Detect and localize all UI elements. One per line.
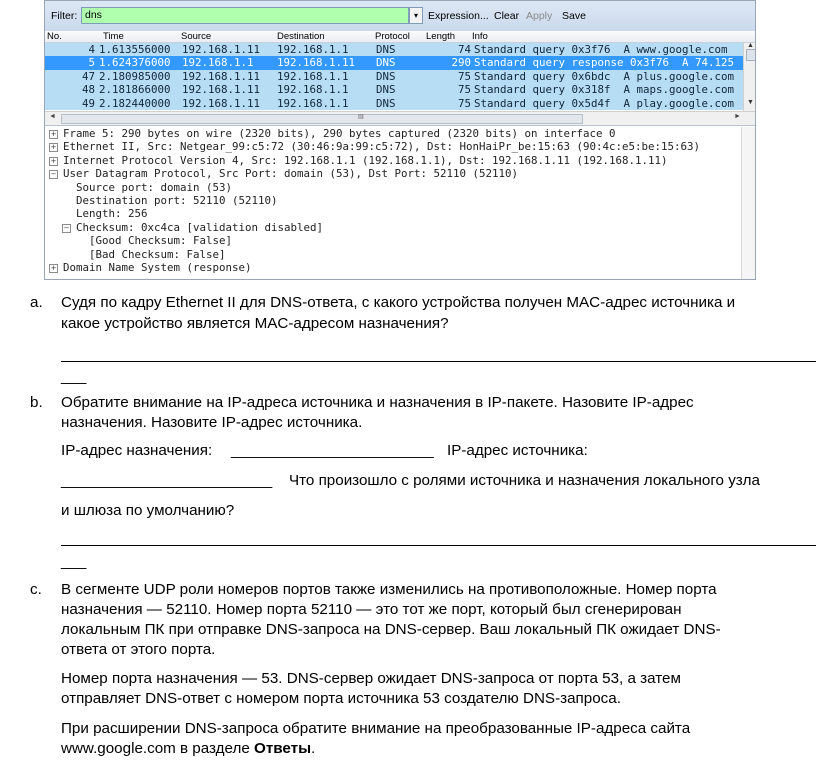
packet-info-cell: Standard query 0x318f A maps.google.com: [474, 83, 735, 97]
packet-protocol-cell: DNS: [376, 43, 396, 56]
packet-destination-cell: 192.168.1.1: [277, 43, 349, 56]
packet-list-vertical-scrollbar[interactable]: [743, 43, 756, 111]
packet-no-cell: 47: [81, 69, 95, 83]
packet-no-cell: 5: [88, 56, 95, 70]
column-header-length[interactable]: Length: [426, 31, 456, 42]
question-c-p1-line-4: ответа от этого порта.: [61, 641, 216, 658]
p3-suffix: .: [311, 740, 316, 757]
detail-tree-text: Domain Name System (response): [63, 260, 252, 274]
column-header-info[interactable]: Info: [472, 31, 488, 42]
question-c-marker: c.: [30, 581, 42, 598]
column-header-no[interactable]: No.: [47, 31, 62, 42]
question-c-p1-line-1: В сегменте UDP роли номеров портов также изменились на противоположные. Номер порта: [61, 581, 717, 598]
save-button[interactable]: Save: [562, 10, 586, 22]
packet-info-cell: Standard query 0x5d4f A play.google.com: [474, 96, 735, 110]
roles-question-line-1: Что произошло с ролями источника и назначения локального узла: [289, 472, 760, 489]
detail-tree-row[interactable]: [45, 127, 756, 140]
collapse-toggle-icon[interactable]: −: [50, 170, 57, 179]
detail-tree-text: [Good Checksum: False]: [89, 234, 233, 248]
packet-time-cell: 2.180985000: [99, 69, 171, 83]
question-b-line-2: назначения. Назовите IP-адрес источника.: [61, 414, 363, 431]
filter-label: Filter:: [51, 10, 78, 22]
packet-time-cell: 2.182440000: [99, 96, 171, 110]
detail-tree-row[interactable]: [45, 248, 756, 261]
packet-no-cell: 48: [81, 83, 95, 97]
question-a-line-1: Судя по кадру Ethernet II для DNS-ответа, с какого устройства получен MAC-адрес источника и: [61, 294, 736, 311]
detail-tree-text: [Bad Checksum: False]: [89, 247, 226, 261]
filter-dropdown-icon[interactable]: ▾: [409, 7, 423, 24]
packet-length-cell: 290: [451, 56, 471, 70]
packet-list-horizontal-scrollbar[interactable]: [45, 111, 756, 126]
roles-blank: _________________________: [61, 472, 273, 489]
column-header-protocol[interactable]: Protocol: [375, 31, 410, 42]
packet-list-header: [45, 31, 755, 43]
scroll-right-arrow-icon[interactable]: ►: [734, 113, 741, 120]
detail-tree-row[interactable]: [45, 234, 756, 247]
packet-list: [45, 43, 743, 111]
packet-protocol-cell: DNS: [376, 69, 396, 83]
answer-line-b-tail: ___: [61, 553, 87, 570]
apply-button[interactable]: Apply: [526, 10, 553, 22]
detail-tree-row[interactable]: [45, 154, 756, 167]
detail-tree-row[interactable]: [45, 167, 756, 180]
detail-tree-text: Ethernet II, Src: Netgear_99:c5:72 (30:46:9a:99:c5:72), Dst: HonHaiPr_be:15:63 (90:4c:e5:be:15:63): [63, 140, 701, 154]
scrollbar-grip-icon: III: [358, 114, 364, 121]
expand-toggle-icon[interactable]: +: [50, 263, 57, 272]
answers-section-name: Ответы: [254, 740, 312, 757]
packet-row[interactable]: [45, 70, 743, 83]
question-a-line-2: какое устройство является MAC-адресом назначения?: [61, 315, 449, 332]
detail-tree-row[interactable]: [45, 207, 756, 220]
horizontal-scrollbar-thumb[interactable]: [61, 114, 583, 124]
packet-info-cell: Standard query 0x6bdc A plus.google.com: [474, 69, 735, 83]
packet-length-cell: 74: [457, 43, 471, 56]
packet-length-cell: 75: [457, 83, 471, 97]
packet-source-cell: 192.168.1.11: [182, 69, 261, 83]
packet-details-scrollbar[interactable]: [741, 127, 755, 280]
packet-source-cell: 192.168.1.11: [182, 96, 261, 110]
scroll-up-arrow-icon[interactable]: ▲: [747, 42, 754, 49]
detail-tree-text: Destination port: 52110 (52110): [76, 193, 278, 207]
packet-info-cell: Standard query 0x3f76 A www.google.com: [474, 43, 728, 56]
expand-toggle-icon[interactable]: +: [50, 156, 57, 165]
question-c-p3-line-2: [61, 740, 315, 758]
packet-source-cell: 192.168.1.11: [182, 43, 261, 56]
detail-tree-row[interactable]: [45, 194, 756, 207]
detail-tree-text: Frame 5: 290 bytes on wire (2320 bits), 290 bytes captured (2320 bits) on interface 0: [63, 127, 616, 140]
expression-button[interactable]: Expression...: [428, 10, 489, 22]
expand-toggle-icon[interactable]: +: [50, 143, 57, 152]
packet-protocol-cell: DNS: [376, 83, 396, 97]
packet-length-cell: 75: [457, 96, 471, 110]
question-b-line-1: Обратите внимание на IP-адреса источника и назначения в IP-пакете. Назовите IP-адрес: [61, 394, 694, 411]
wireshark-screenshot: [44, 0, 756, 280]
display-filter-input[interactable]: dns: [81, 7, 409, 24]
display-filter-toolbar: [45, 1, 755, 32]
column-header-time[interactable]: Time: [103, 31, 124, 42]
src-ip-label: IP-адрес источника:: [447, 442, 588, 459]
dest-ip-label: IP-адрес назначения:: [61, 442, 213, 459]
column-header-destination[interactable]: Destination: [277, 31, 325, 42]
packet-no-cell: 49: [81, 96, 95, 110]
packet-row[interactable]: [45, 83, 743, 96]
scroll-left-arrow-icon[interactable]: ◄: [49, 113, 56, 120]
packet-row[interactable]: [45, 97, 743, 110]
packet-time-cell: 1.613556000: [99, 43, 171, 56]
question-c-p3-line-1: При расширении DNS-запроса обратите внимание на преобразованные IP-адреса сайта: [61, 720, 691, 737]
dest-ip-blank: ________________________: [231, 442, 434, 459]
question-c-p2-line-2: отправляет DNS-ответ с номером порта источника 53 создателю DNS-запроса.: [61, 690, 621, 707]
column-header-source[interactable]: Source: [181, 31, 212, 42]
detail-tree-text: Source port: domain (53): [76, 180, 233, 194]
answer-line-b: [61, 545, 816, 546]
packet-protocol-cell: DNS: [376, 56, 396, 70]
packet-source-cell: 192.168.1.11: [182, 83, 261, 97]
packet-row[interactable]: [45, 43, 743, 56]
packet-details-tree: [45, 127, 756, 280]
question-b-marker: b.: [30, 394, 43, 411]
packet-info-cell: Standard query response 0x3f76 A 74.125: [474, 56, 735, 70]
packet-length-cell: 75: [457, 69, 471, 83]
question-a-marker: a.: [30, 294, 43, 311]
packet-destination-cell: 192.168.1.1: [277, 69, 349, 83]
packet-row-selected[interactable]: [45, 56, 743, 69]
packet-no-cell: 4: [88, 43, 95, 56]
detail-tree-text: Checksum: 0xc4ca [validation disabled]: [76, 220, 324, 234]
scrollbar-thumb[interactable]: [746, 49, 756, 61]
detail-tree-row[interactable]: [45, 221, 756, 234]
detail-tree-row[interactable]: [45, 261, 756, 274]
packet-time-cell: 2.181866000: [99, 83, 171, 97]
roles-question-line-2: и шлюза по умолчанию?: [61, 502, 235, 519]
clear-button[interactable]: Clear: [494, 10, 520, 22]
detail-tree-row[interactable]: [45, 140, 756, 153]
detail-tree-text: Internet Protocol Version 4, Src: 192.168.1.1 (192.168.1.1), Dst: 192.168.1.11 (192.168.1.11): [63, 153, 668, 167]
packet-destination-cell: 192.168.1.11: [277, 56, 356, 70]
detail-tree-row[interactable]: [45, 181, 756, 194]
packet-time-cell: 1.624376000: [99, 56, 171, 70]
scroll-down-arrow-icon[interactable]: ▼: [747, 99, 754, 106]
expand-toggle-icon[interactable]: +: [50, 130, 57, 138]
packet-destination-cell: 192.168.1.1: [277, 96, 349, 110]
detail-tree-text: User Datagram Protocol, Src Port: domain (53), Dst Port: 52110 (52110): [63, 167, 519, 181]
question-c-p1-line-2: назначения — 52110. Номер порта 52110 — это тот же порт, который был сгенерирован: [61, 601, 682, 618]
p3-prefix: www.google.com в разделе: [61, 740, 254, 757]
packet-source-cell: 192.168.1.1: [182, 56, 254, 70]
collapse-toggle-icon[interactable]: −: [63, 223, 70, 232]
packet-protocol-cell: DNS: [376, 96, 396, 110]
question-c-p2-line-1: Номер порта назначения — 53. DNS-сервер ожидает DNS-запроса от порта 53, а затем: [61, 670, 681, 687]
detail-tree-text: Length: 256: [76, 207, 148, 221]
packet-destination-cell: 192.168.1.1: [277, 83, 349, 97]
question-c-p1-line-3: локальным ПК при отправке DNS-запроса на DNS-сервер. Ваш локальный ПК ожидает DNS-: [61, 621, 721, 638]
answer-line-a-tail: ___: [61, 368, 87, 385]
answer-line-a: [61, 361, 816, 362]
